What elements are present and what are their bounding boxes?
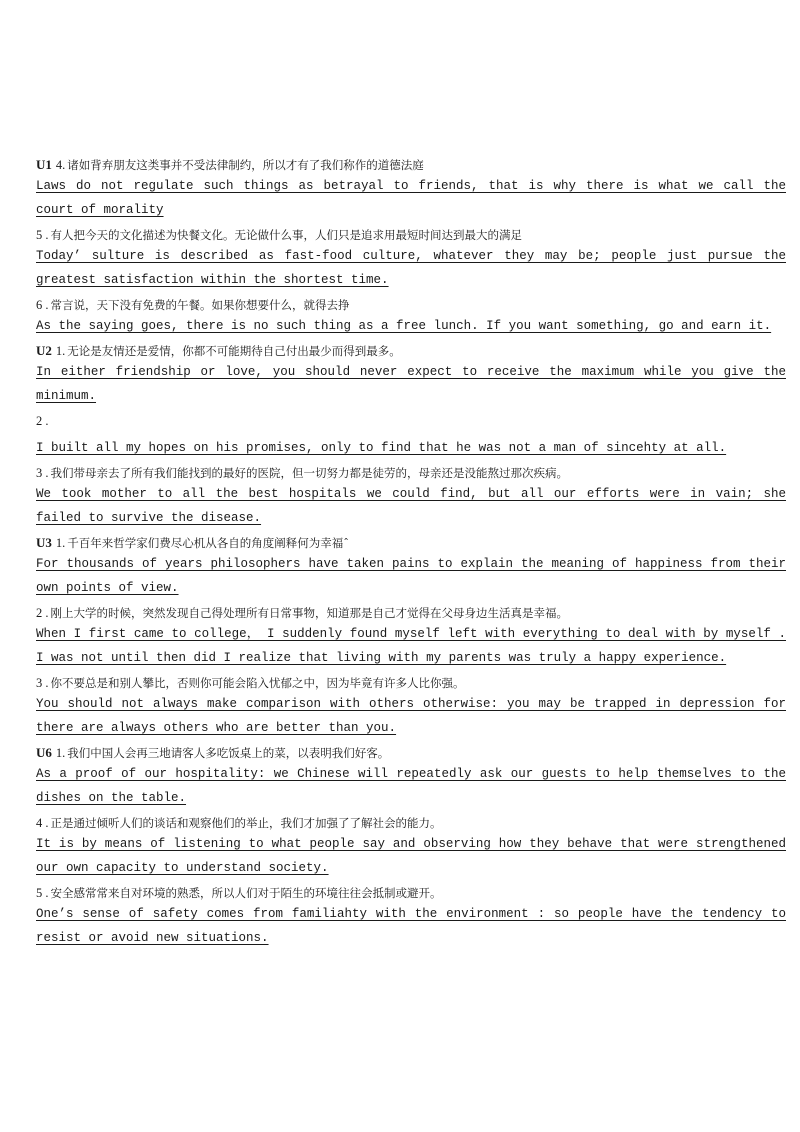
item-number: 3 .	[36, 676, 49, 690]
translation-item	[36, 464, 786, 530]
english-translation: When I first came to college， I suddenly found myself left with everything to deal with by myself . I was not until then did I realize that living with my parents was truly a happy experience.	[36, 627, 786, 665]
chinese-text: 安全感常常来自对环境的熟悉，所以人们对于陌生的环境往往会抵制或避开。	[50, 886, 442, 900]
chinese-sentence	[36, 674, 786, 692]
chinese-text: 无论是友情还是爱情，你都不可能期待自己付出最少而得到最多。	[67, 344, 401, 358]
english-translation: As the saying goes, there is no such thing as a free lunch. If you want something, go and earn it.	[36, 319, 772, 333]
chinese-sentence	[36, 342, 786, 360]
item-number: 4 .	[36, 816, 49, 830]
item-number: 6 .	[36, 298, 49, 312]
english-translation: In either friendship or love, you should never expect to receive the maximum while you give the minimum.	[36, 365, 786, 403]
english-translation: One’s sense of safety comes from familiahty with the environment : so people have the tendency to resist or avoid new situations.	[36, 907, 786, 945]
translation-item	[36, 744, 786, 810]
item-number: 4.	[55, 158, 66, 172]
item-number: 5 .	[36, 886, 49, 900]
translation-item	[36, 534, 786, 600]
chinese-text: 诸如背弃朋友这类事并不受法律制约，所以才有了我们称作的道德法庭	[67, 158, 424, 172]
translation-item	[36, 412, 786, 460]
chinese-sentence	[36, 604, 786, 622]
chinese-text: 常言说，天下没有免费的午餐。如果你想要什么，就得去挣	[50, 298, 350, 312]
english-translation: I built all my hopes on his promises, only to find that he was not a man of sincehty at all.	[36, 441, 727, 455]
chinese-sentence	[36, 464, 786, 482]
chinese-sentence	[36, 412, 786, 430]
item-number: 2 .	[36, 606, 49, 620]
chinese-sentence	[36, 744, 786, 762]
chinese-text: 我们带母亲去了所有我们能找到的最好的医院，但一切努力都是徒劳的，母亲还是没能熬过那次疾病。	[50, 466, 568, 480]
english-translation: Laws do not regulate such things as betrayal to friends, that is why there is what we call the court of morality	[36, 179, 786, 217]
item-number: 1.	[55, 536, 66, 550]
item-number: 1.	[55, 344, 66, 358]
chinese-sentence	[36, 296, 786, 314]
translation-item	[36, 884, 786, 950]
english-translation: Today’ sulture is described as fast-food culture, whatever they may be; people just pursue the greatest satisfaction within the shortest time.	[36, 249, 786, 287]
chinese-sentence	[36, 534, 786, 552]
translation-item	[36, 156, 786, 222]
translation-item	[36, 814, 786, 880]
item-number: 3 .	[36, 466, 49, 480]
english-translation: It is by means of listening to what people say and observing how they behave that were strengthened our own capacity to understand society.	[36, 837, 786, 875]
unit-label: U3	[36, 535, 52, 550]
item-number: 5 .	[36, 228, 49, 242]
translation-item	[36, 342, 786, 408]
unit-label: U1	[36, 157, 52, 172]
translation-item	[36, 296, 786, 338]
chinese-text: 我们中国人会再三地请客人多吃饭桌上的菜，以表明我们好客。	[67, 746, 390, 760]
english-translation: You should not always make comparison with others otherwise: you may be trapped in depression for there are always others who are better than you.	[36, 697, 786, 735]
unit-label: U6	[36, 745, 52, 760]
item-number: 1.	[55, 746, 66, 760]
translation-item	[36, 226, 786, 292]
translation-item	[36, 674, 786, 740]
chinese-sentence	[36, 156, 786, 174]
english-translation: For thousands of years philosophers have taken pains to explain the meaning of happiness from their own points of view.	[36, 557, 786, 595]
document-body	[36, 152, 786, 950]
chinese-sentence	[36, 814, 786, 832]
chinese-text: 有人把今天的文化描述为快餐文化。无论做什么事，人们只是追求用最短时间达到最大的满足	[50, 228, 522, 242]
unit-label: U2	[36, 343, 52, 358]
chinese-text: 千百年来哲学家们费尽心机从各自的角度阐释何为幸福ˆ	[67, 536, 350, 550]
chinese-text: 正是通过倾听人们的谈话和观察他们的举止，我们才加强了了解社会的能力。	[50, 816, 442, 830]
translation-item	[36, 604, 786, 670]
chinese-sentence	[36, 884, 786, 902]
chinese-text: 你不要总是和别人攀比，否则你可能会陷入忧郁之中，因为毕竟有许多人比你强。	[50, 676, 465, 690]
english-translation: We took mother to all the best hospitals we could find, but all our efforts were in vain; she failed to survive the disease.	[36, 487, 786, 525]
chinese-text: 刚上大学的时候，突然发现自己得处理所有日常事物，知道那是自己才觉得在父母身边生活真是幸福。	[50, 606, 568, 620]
item-number: 2 .	[36, 414, 49, 428]
chinese-sentence	[36, 226, 786, 244]
english-translation: As a proof of our hospitality: we Chinese will repeatedly ask our guests to help themselves to the dishes on the table.	[36, 767, 786, 805]
